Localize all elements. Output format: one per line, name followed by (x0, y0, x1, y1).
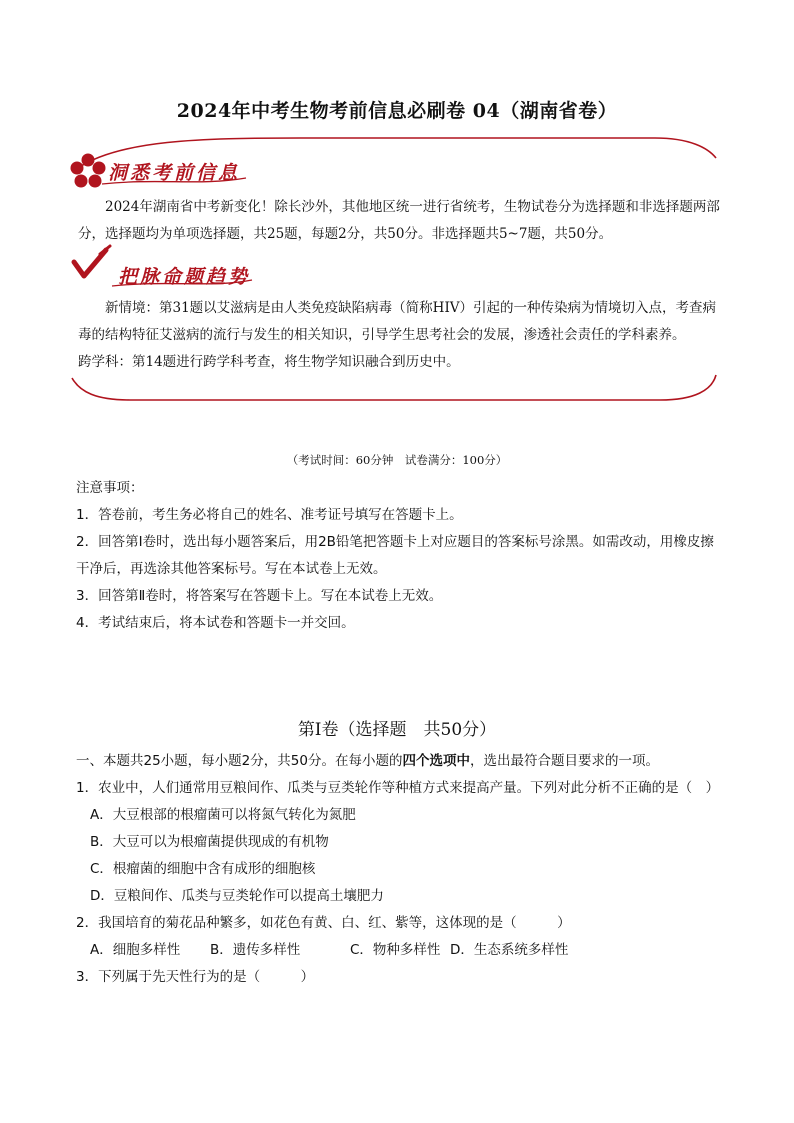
note-item: 1．答卷前，考生务必将自己的姓名、准考证号填写在答题卡上。 (76, 507, 463, 523)
option: A．细胞多样性 (90, 942, 181, 958)
notes-block (76, 475, 726, 637)
questions-block (76, 748, 726, 991)
info-heading: 洞悉考前信息 (108, 162, 241, 184)
section-title: 第Ⅰ卷（选择题 共50分） (297, 720, 497, 740)
option: D．豆粮间作、瓜类与豆类轮作可以提高土壤肥力 (90, 888, 384, 904)
option: B．遗传多样性 (210, 942, 301, 958)
instr-part: 一、本题共25小题，每小题2分，共50分。在每小题的 (76, 753, 403, 769)
note-item: 3．回答第Ⅱ卷时，将答案写在答题卡上。写在本试卷上无效。 (76, 588, 443, 604)
trend-heading: 把脉命题趋势 (118, 266, 251, 288)
section-instructions (76, 748, 726, 775)
info-paragraph: 2024年湖南省中考新变化！除长沙外，其他地区统一进行省统考，生物试卷分为选择题和非选择题两部分，选择题均为单项选择题，共25题，每题2分，共50分。非选择题共5~7题，共50分。 (78, 199, 720, 242)
exam-time: （考试时间：60分钟 试卷满分：100分） (286, 453, 508, 467)
trend-line: 跨学科：第14题进行跨学科考查，将生物学知识融合到历史中。 (78, 354, 460, 370)
trend-line: 新情境：第31题以艾滋病是由人类免疫缺陷病毒（简称HIV）引起的一种传染病为情境切入点，考查病毒的结构特征艾滋病的流行与发生的相关知识，引导学生思考社会的发展，渗透社会责任的学科素养。 (78, 300, 717, 343)
notes-title: 注意事项： (76, 480, 144, 496)
note-item: 4．考试结束后，将本试卷和答题卡一并交回。 (76, 615, 355, 631)
option: D．生态系统多样性 (450, 942, 569, 958)
question-stem: 1．农业中，人们通常用豆粮间作、瓜类与豆类轮作等种植方式来提高产量。下列对此分析不正确的是（ ） (76, 780, 720, 796)
instr-emphasis: 四个选项中 (402, 753, 470, 769)
option: B．大豆可以为根瘤菌提供现成的有机物 (90, 834, 329, 850)
trend-paragraphs (78, 295, 723, 376)
flower-icon (71, 154, 106, 188)
check-icon (74, 246, 110, 276)
instr-part: ，选出最符合题目要求的一项。 (469, 753, 659, 769)
option: C．根瘤菌的细胞中含有成形的细胞核 (90, 861, 316, 877)
document-title: 2024年中考生物考前信息必刷卷 04（湖南省卷） (176, 100, 618, 122)
frame-bottom-curve (72, 375, 716, 400)
question-stem: 3．下列属于先天性行为的是（ ） (76, 969, 315, 985)
option: A．大豆根部的根瘤菌可以将氮气转化为氮肥 (90, 807, 356, 823)
note-item: 2．回答第Ⅰ卷时，选出每小题答案后，用2B铅笔把答题卡上对应题目的答案标号涂黑。如需改动，用橡皮擦干净后，再选涂其他答案标号。写在本试卷上无效。 (76, 534, 714, 577)
question-stem: 2．我国培育的菊花品种繁多，如花色有黄、白、红、紫等，这体现的是（ ） (76, 915, 571, 931)
option: C．物种多样性 (350, 942, 441, 958)
options-row (76, 937, 726, 964)
